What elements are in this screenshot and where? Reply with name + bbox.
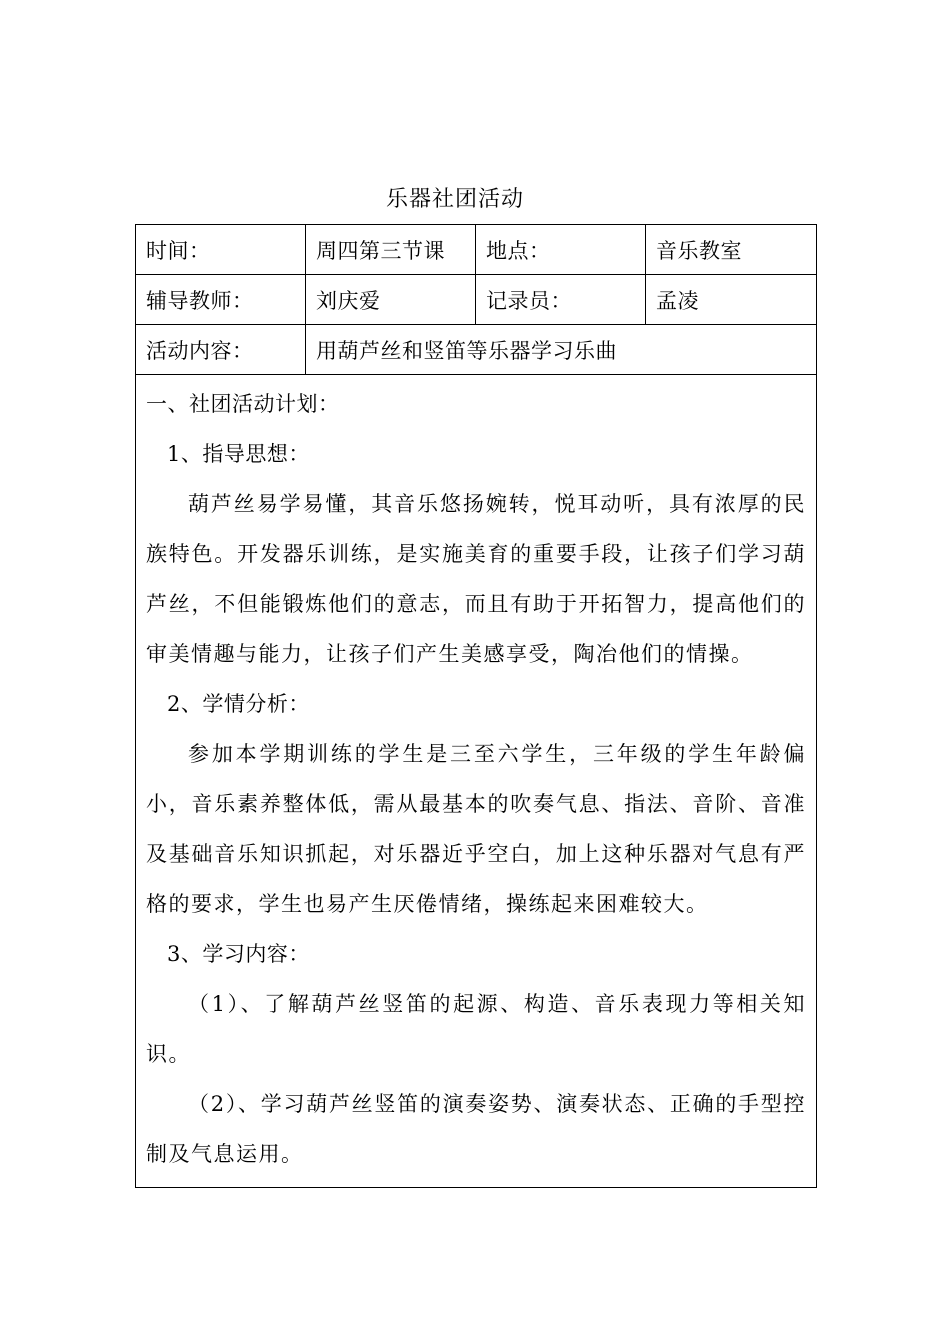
place-label: 地点：	[476, 225, 646, 275]
table-row	[136, 225, 817, 275]
sub-heading-guiding-idea: 1、指导思想：	[167, 442, 310, 466]
time-value: 周四第三节课	[306, 225, 476, 275]
section-heading: 一、社团活动计划：	[146, 392, 340, 416]
table-row	[136, 375, 817, 1188]
teacher-label: 辅导教师：	[136, 275, 306, 325]
paragraph-learning-item-1: （1）、了解葫芦丝竖笛的起源、构造、音乐表现力等相关知识。	[146, 992, 806, 1066]
content-label: 活动内容：	[136, 325, 306, 375]
content-value: 用葫芦丝和竖笛等乐器学习乐曲	[306, 325, 817, 375]
plan-body-cell	[136, 375, 817, 1188]
table-row	[136, 275, 817, 325]
place-value: 音乐教室	[646, 225, 817, 275]
teacher-value: 刘庆爱	[306, 275, 476, 325]
recorder-label: 记录员：	[476, 275, 646, 325]
table-row	[136, 325, 817, 375]
page-title: 乐器社团活动	[385, 187, 524, 212]
time-label: 时间：	[136, 225, 306, 275]
recorder-value: 孟凌	[646, 275, 817, 325]
paragraph-student-analysis: 参加本学期训练的学生是三至六学生，三年级的学生年龄偏小，音乐素养整体低，需从最基本的吹奏气息、指法、音阶、音准及基础音乐知识抓起，对乐器近乎空白，加上这种乐器对气息有严格的要求，学生也易产生厌倦情绪，操练起来困难较大。	[146, 742, 806, 916]
paragraph-learning-item-2: （2）、学习葫芦丝竖笛的演奏姿势、演奏状态、正确的手型控制及气息运用。	[146, 1092, 806, 1166]
sub-heading-student-analysis: 2、学情分析：	[167, 692, 310, 716]
activity-info-table	[135, 224, 817, 1188]
sub-heading-learning-content: 3、学习内容：	[167, 942, 310, 966]
paragraph-guiding-idea: 葫芦丝易学易懂，其音乐悠扬婉转，悦耳动听，具有浓厚的民族特色。开发器乐训练，是实施美育的重要手段，让孩子们学习葫芦丝，不但能锻炼他们的意志，而且有助于开拓智力，提高他们的审美情趣与能力，让孩子们产生美感享受，陶冶他们的情操。	[146, 492, 806, 666]
